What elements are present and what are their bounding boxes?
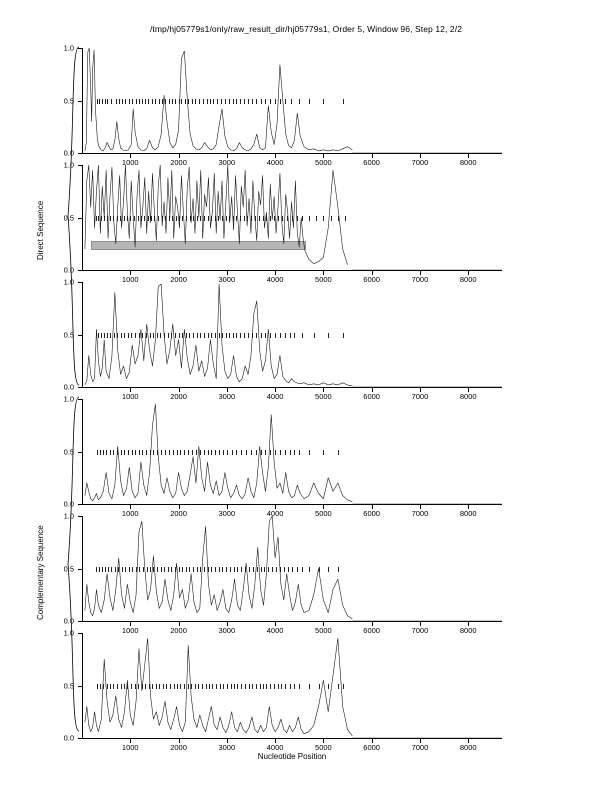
- x-tick-label: 2000: [170, 275, 187, 284]
- chart-panel-1: [63, 43, 502, 167]
- figure-title: /tmp/hj05779s1/only/raw_result_dir/hj05779s1, Order 5, Window 96, Step 12, 2/2: [149, 24, 463, 34]
- y-tick-label: 0.5: [63, 564, 74, 573]
- x-tick-label: 8000: [459, 626, 477, 635]
- x-tick-label: 3000: [218, 158, 236, 167]
- x-tick-label: 1000: [121, 626, 139, 635]
- y-tick-label: 0.5: [63, 330, 74, 339]
- y-tick-label: 0.5: [63, 447, 74, 456]
- chart-panel-5: [63, 511, 502, 635]
- x-tick-label: 2000: [170, 509, 187, 518]
- x-tick-label: 7000: [411, 275, 429, 284]
- x-tick-label: 7000: [411, 743, 429, 752]
- x-tick-label: 4000: [266, 626, 284, 635]
- series-trace: [82, 282, 502, 388]
- y-tick-label: 1.0: [63, 511, 74, 521]
- x-tick-label: 1000: [121, 158, 139, 167]
- y-tick-label: 0.0: [63, 616, 74, 626]
- x-tick-label: 1000: [121, 275, 139, 284]
- x-tick-label: 6000: [363, 509, 380, 518]
- x-tick-label: 2000: [170, 743, 187, 752]
- y-axis-label-direct: Direct Sequence: [36, 200, 45, 260]
- y-tick-label: 0.0: [63, 265, 74, 275]
- chart-panel-2: [63, 160, 502, 284]
- y-tick-label: 1.0: [63, 160, 74, 170]
- x-tick-label: 2000: [170, 392, 187, 401]
- y-tick-label: 0.0: [63, 382, 74, 392]
- x-tick-label: 3000: [218, 509, 236, 518]
- chart-panel-6: [63, 628, 502, 752]
- x-tick-label: 6000: [363, 626, 380, 635]
- y-tick-label: 0.5: [63, 681, 74, 690]
- x-tick-label: 8000: [459, 509, 477, 518]
- x-tick-label: 4000: [266, 275, 284, 284]
- y-tick-label: 0.0: [63, 733, 74, 743]
- y-tick-label: 0.0: [63, 148, 74, 158]
- x-tick-label: 8000: [459, 158, 477, 167]
- x-tick-label: 4000: [266, 743, 284, 752]
- x-tick-label: 4000: [266, 392, 284, 401]
- x-tick-label: 5000: [315, 158, 332, 167]
- series-trace: [82, 399, 502, 505]
- x-tick-label: 8000: [459, 275, 477, 284]
- y-tick-label: 0.5: [63, 213, 74, 222]
- x-tick-label: 8000: [459, 392, 477, 401]
- x-tick-label: 7000: [411, 626, 429, 635]
- y-axis-label-complementary: Complementary Sequence: [36, 525, 45, 620]
- x-tick-label: 2000: [170, 626, 187, 635]
- series-trace: [82, 48, 502, 154]
- x-tick-label: 7000: [411, 392, 429, 401]
- series-trace: [82, 165, 502, 271]
- x-tick-label: 5000: [315, 275, 332, 284]
- x-tick-label: 5000: [315, 392, 332, 401]
- x-tick-label: 4000: [266, 158, 284, 167]
- x-tick-label: 6000: [363, 275, 380, 284]
- y-tick-label: 1.0: [63, 43, 74, 53]
- chart-panel-4: [63, 394, 502, 518]
- x-tick-label: 5000: [315, 743, 332, 752]
- y-tick-label: 1.0: [63, 277, 74, 287]
- x-tick-label: 5000: [315, 626, 332, 635]
- x-tick-label: 3000: [218, 392, 236, 401]
- x-tick-label: 6000: [363, 743, 380, 752]
- x-tick-label: 1000: [121, 509, 139, 518]
- x-tick-label: 6000: [363, 392, 380, 401]
- x-tick-label: 6000: [363, 158, 380, 167]
- x-tick-label: 5000: [315, 509, 332, 518]
- series-trace: [82, 516, 502, 622]
- x-tick-label: 3000: [218, 626, 236, 635]
- x-tick-label: 1000: [121, 392, 139, 401]
- x-tick-label: 3000: [218, 275, 236, 284]
- series-trace: [82, 633, 502, 739]
- y-tick-label: 1.0: [63, 628, 74, 638]
- x-tick-label: 1000: [121, 743, 139, 752]
- y-tick-label: 1.0: [63, 394, 74, 404]
- x-tick-label: 8000: [459, 743, 477, 752]
- y-tick-label: 0.5: [63, 96, 74, 105]
- x-tick-label: 7000: [411, 509, 429, 518]
- x-tick-label: 2000: [170, 158, 187, 167]
- x-tick-label: 4000: [266, 509, 284, 518]
- x-axis-label: Nucleotide Position: [257, 752, 327, 761]
- x-tick-label: 7000: [411, 158, 429, 167]
- chart-panel-3: [63, 277, 502, 401]
- x-tick-label: 3000: [218, 743, 236, 752]
- y-tick-label: 0.0: [63, 499, 74, 509]
